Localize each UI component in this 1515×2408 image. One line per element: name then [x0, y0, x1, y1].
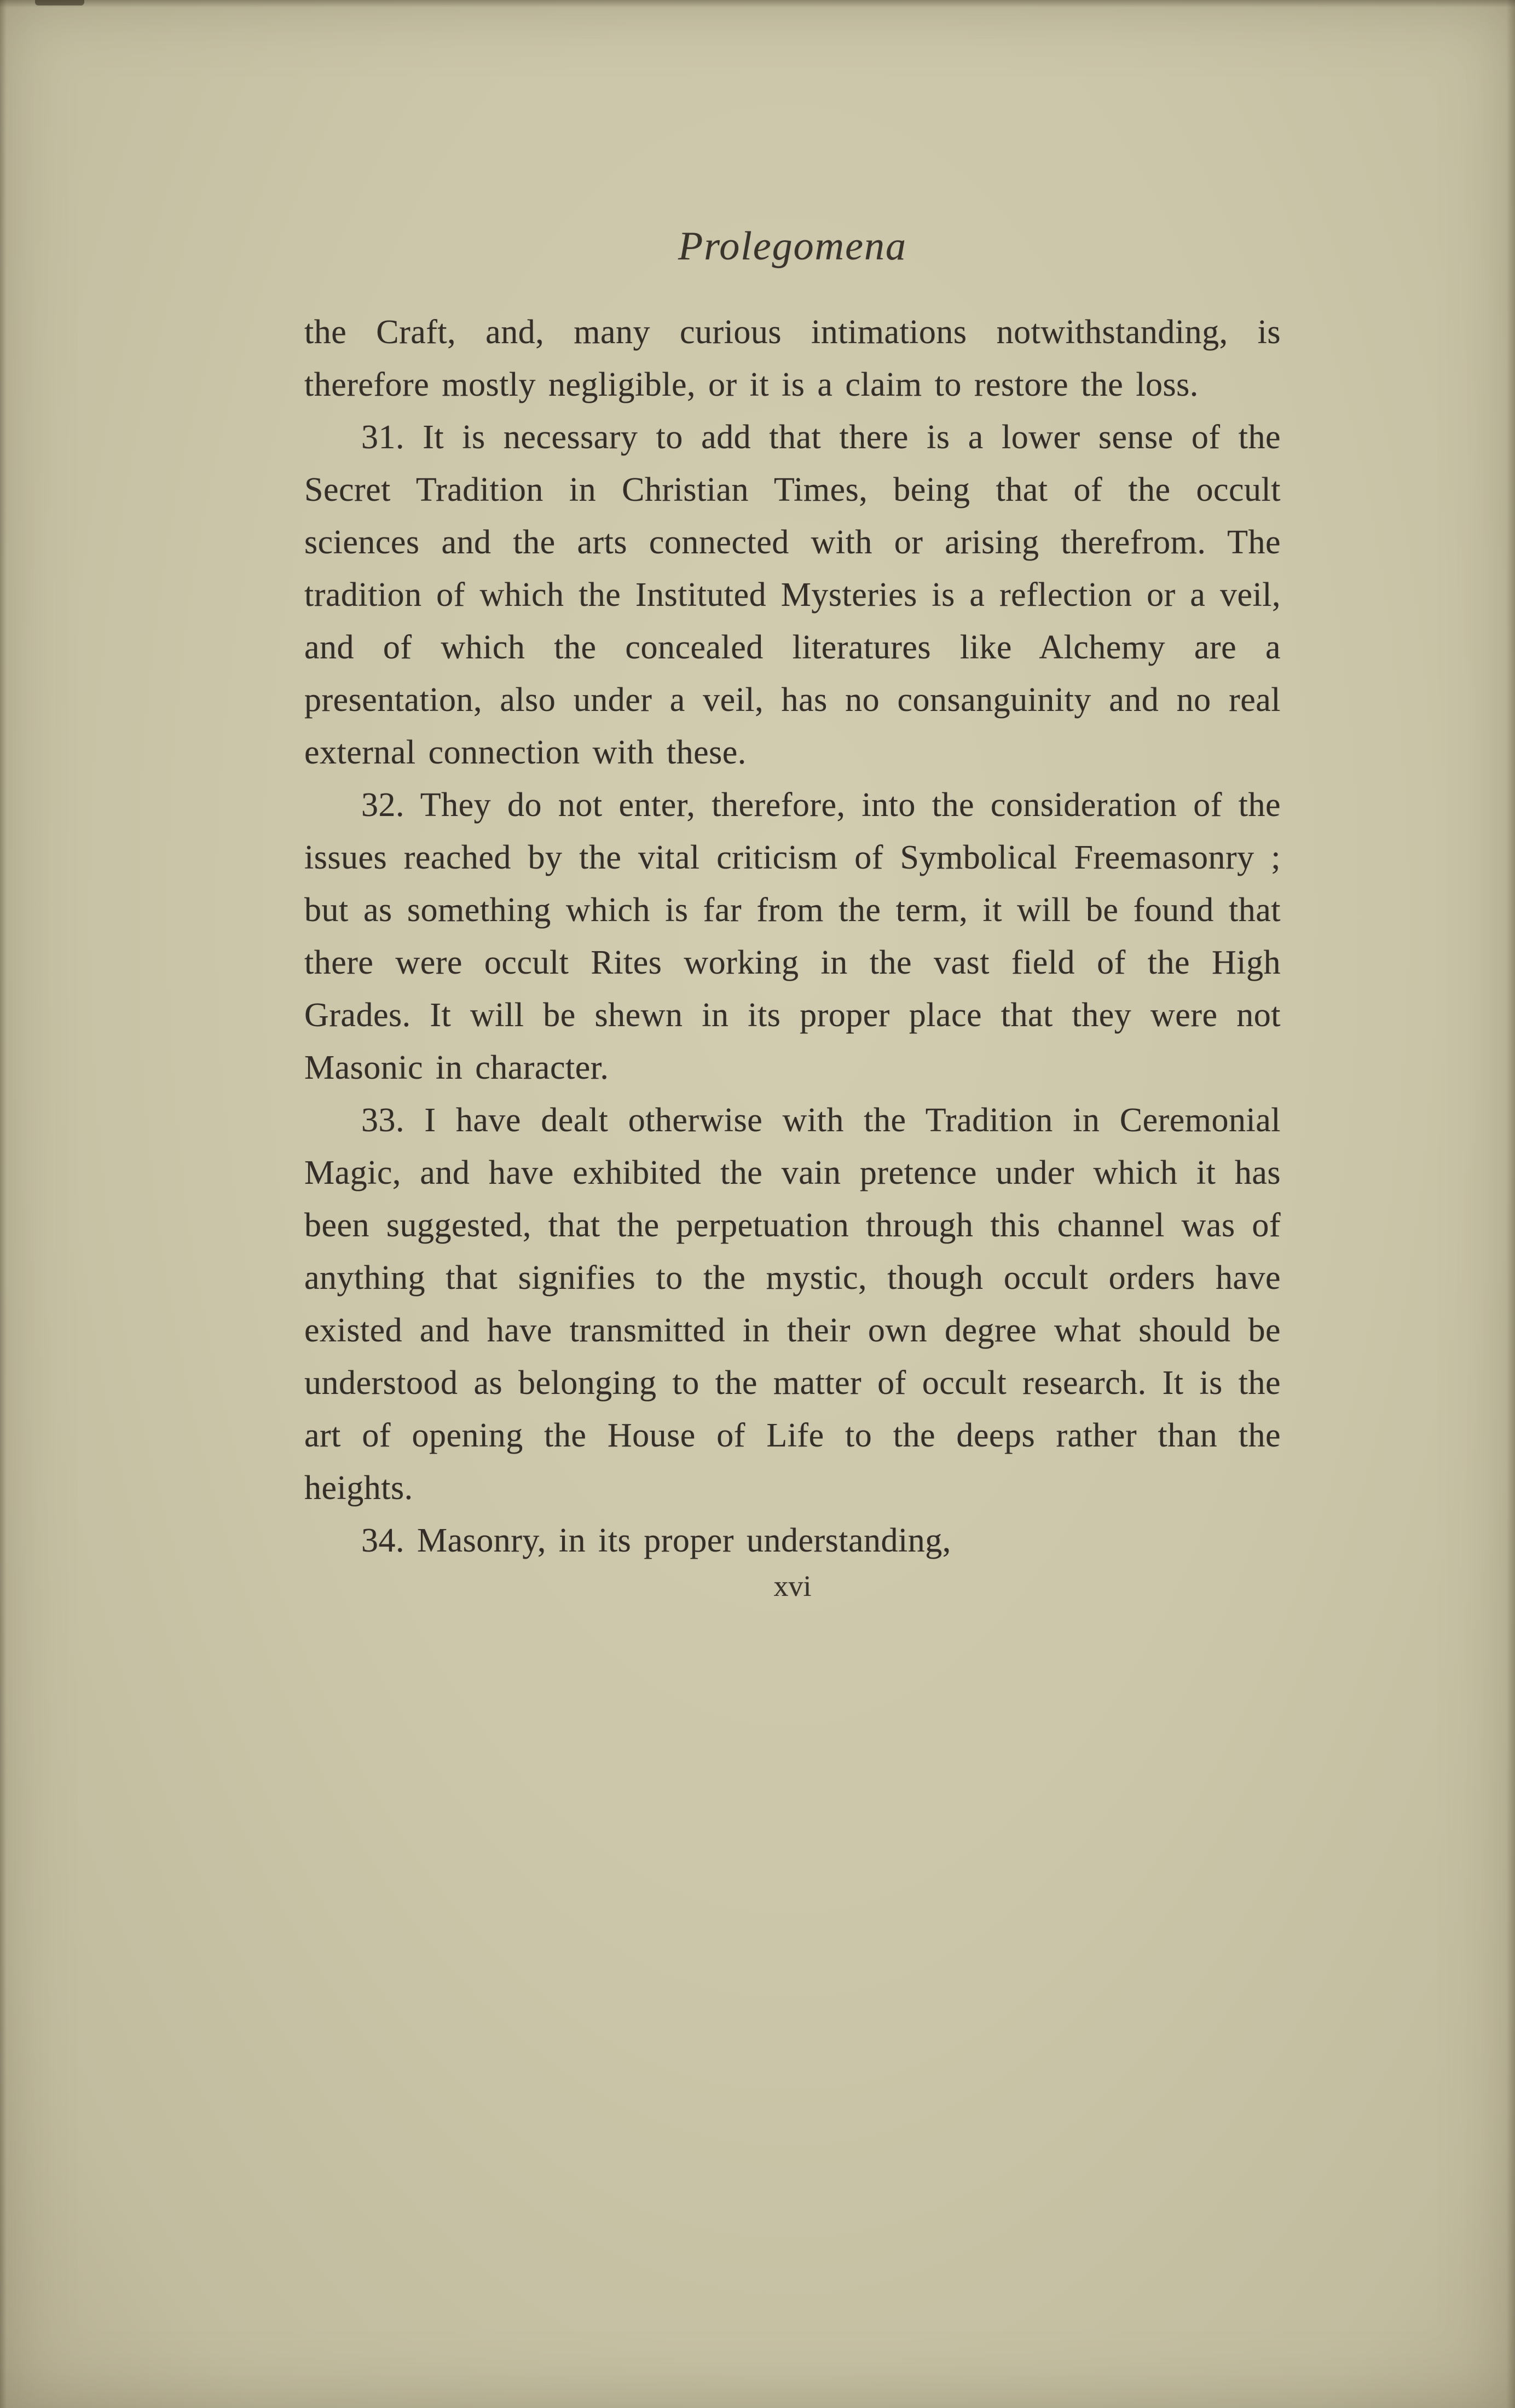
page-content [304, 223, 1281, 1603]
paragraph-34: 34. Masonry, in its proper understanding, [361, 1522, 951, 1559]
scan-artifact-mark [35, 0, 84, 5]
paragraph-continuation: the Craft, and, many curious intimations notwithstanding, is therefore mostly negligible, or it is a claim to restore the loss. [304, 314, 1281, 403]
page-number: xvi [773, 1570, 812, 1602]
page-edge-shadow-left [0, 0, 7, 2408]
paragraph-32: 32. They do not enter, therefore, into the consideration of the issues reached by the vital criticism of Symbolical Freemasonry ; but as something which is far from the term, it will be found that there were occult Rites working in the vast field of the High Grades. It will be shewn in its proper place that they were not Masonic in character. [304, 786, 1281, 1086]
paragraph-31: 31. It is necessary to add that there is a lower sense of the Secret Tradition in Christian Times, being that of the occult sciences and the arts connected with or arising therefrom. The tradition of which the Instituted Mysteries is a reflection or a veil, and of which the concealed literatures like Alchemy are a presentation, also under a veil, has no consanguinity and no real external connection with these. [304, 419, 1281, 771]
paragraph-33: 33. I have dealt otherwise with the Tradition in Ceremonial Magic, and have exhibited the vain pretence under which it has been suggested, that the perpetuation through this channel was of anything that signifies to the mystic, though occult orders have existed and have transmitted in their own degree what should be understood as belonging to the matter of occult research. It is the art of opening the House of Life to the deeps rather than the heights. [304, 1102, 1281, 1507]
body-text-block [304, 306, 1281, 1567]
page-edge-shadow-right [1506, 0, 1515, 2408]
page-edge-shadow-top [0, 0, 1515, 8]
running-head-title: Prolegomena [678, 224, 907, 269]
